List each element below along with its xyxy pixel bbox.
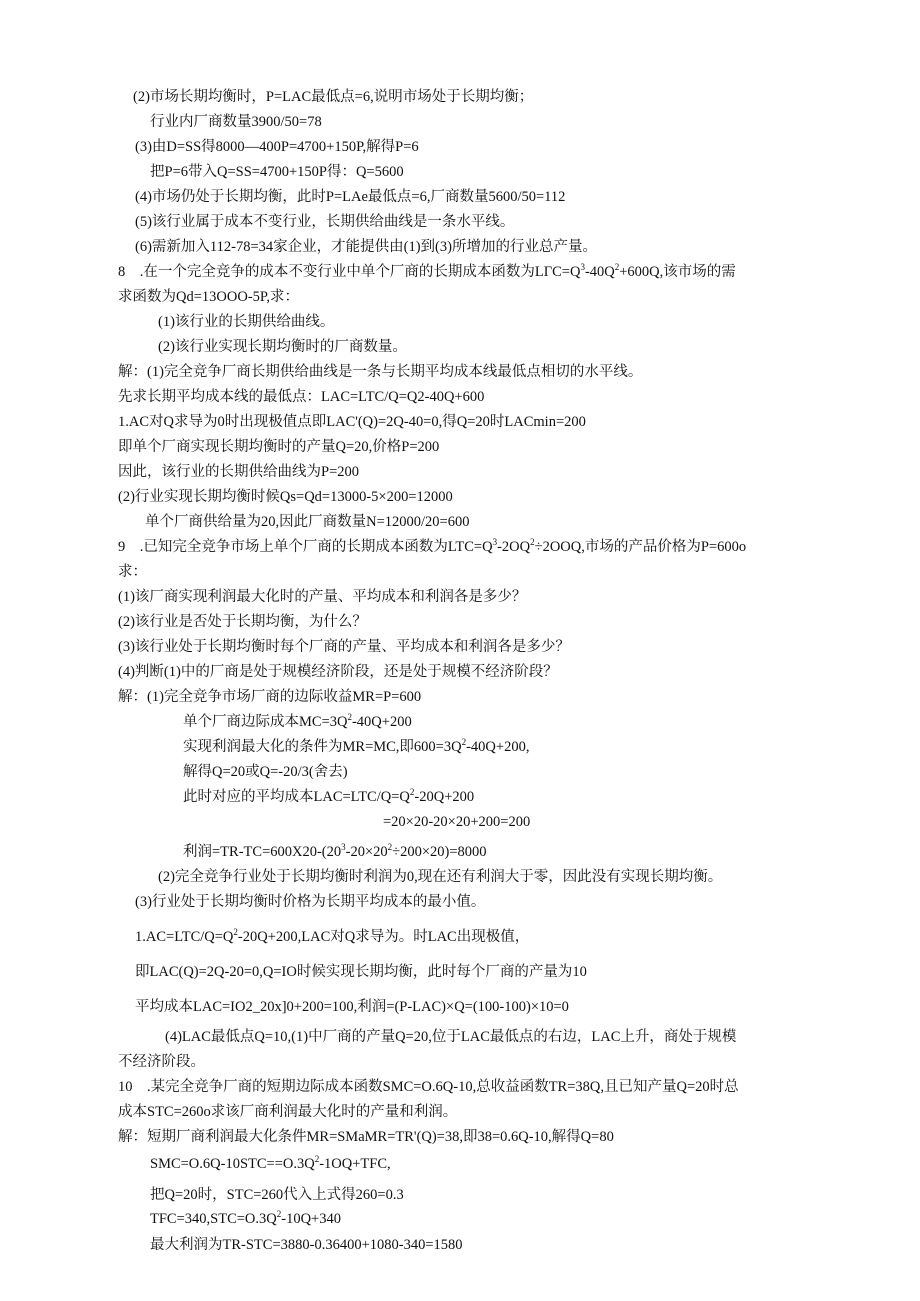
text-line: (2)该行业是否处于长期均衡，为什么？ xyxy=(118,614,367,630)
text-line: 解得Q=20或Q=-20/3(舍去) xyxy=(183,764,348,780)
text-line: (4)判断(1)中的厂商是处于规模经济阶段，还是处于规模不经济阶段？ xyxy=(118,664,558,680)
text-line: 成本STC=260o求该厂商利润最大化时的产量和利润。 xyxy=(118,1104,458,1120)
text-line: 把P=6带入Q=SS=4700+150P得：Q=5600 xyxy=(150,164,404,180)
text-line: =20×20-20×20+200=200 xyxy=(383,814,531,830)
text-line: 利润$=TR-TC=600X20-(20^3-20\times 20^2\div 200\times 20)=8000$ xyxy=(183,842,487,860)
text-line: 先求长期平均成本线的最低点：LAC=LTC/Q=Q2-40Q+600 xyxy=(118,389,485,405)
text-line: (2)市场长期均衡时，P=LAC最低点=6,说明市场处于长期均衡； xyxy=(133,89,534,105)
question-8-line: 8 .在一个完全竞争的成本不变行业中单个厂商的长期成本函数为$L\Gamma C=Q^3-40Q^2+600Q$,该市场的需 xyxy=(118,262,736,280)
text-line: (3)行业处于长期均衡时价格为长期平均成本的最小值。 xyxy=(135,894,486,910)
text-line: 即LAC(Q)=2Q-20=0,Q=IO时候实现长期均衡，此时每个厂商的产量为10 xyxy=(135,964,587,980)
text-line: 求函数为Qd=13OOO-5P,求： xyxy=(118,289,299,305)
text-line: (5)该行业属于成本不变行业，长期供给曲线是一条水平线。 xyxy=(135,214,515,230)
text-line: 把Q=20时，STC=260代入上式得260=0.3 xyxy=(150,1187,404,1203)
text-line: 最大利润为TR-STC=3880-0.36400+1080-340=1580 xyxy=(150,1237,463,1253)
text-line: (1)该行业的长期供给曲线。 xyxy=(158,314,335,330)
text-line: 单个厂商供给量为20,因此厂商数量N=12000/20=600 xyxy=(145,514,470,530)
text-line: 解：短期厂商利润最大化条件MR=SMaMR=TR'(Q)=38,即38=0.6Q-10,解得Q=80 xyxy=(118,1129,614,1145)
text-line: 行业内厂商数量3900/50=78 xyxy=(150,114,322,130)
text-line: 实现利润最大化的条件为MR=MC,即$600=3Q^2-40Q+200$, xyxy=(183,737,530,755)
text-line: $SMC=O.6Q-10STC==O.3Q^2-1OQ+TFC$, xyxy=(150,1154,391,1172)
text-line: (2)完全竞争行业处于长期均衡时利润为0,现在还有利润大于零，因此没有实现长期均衡。 xyxy=(158,869,723,885)
question-10-line: 10 .某完全竞争厂商的短期边际成本函数SMC=O.6Q-10,总收益函数TR=38Q,且已知产量Q=20时总 xyxy=(118,1079,739,1095)
text-line: (3)由D=SS得8000—400P=4700+150P,解得P=6 xyxy=(135,139,419,155)
text-line: (4)市场仍处于长期均衡，此时P=LAe最低点=6,厂商数量5600/50=112 xyxy=(135,189,566,205)
text-line: 解：(1)完全竞争市场厂商的边际收益MR=P=600 xyxy=(118,689,422,705)
text-line: 即单个厂商实现长期均衡时的产量Q=20,价格P=200 xyxy=(118,439,440,455)
text-line: 平均成本LAC=IO2_20x]0+200=100,利润=(P-LAC)×Q=(100-100)×10=0 xyxy=(135,999,569,1015)
text-line: (4)LAC最低点Q=10,(1)中厂商的产量Q=20,位于LAC最低点的右边，LAC上升，商处于规模 xyxy=(165,1029,737,1045)
question-9-line: 9 .已知完全竞争市场上单个厂商的长期成本函数为$LTC=Q^3-2OQ^2\div 2OOQ$,市场的产品价格为P=600o xyxy=(118,537,747,555)
text-line: (2)行业实现长期均衡时候Qs=Qd=13000-5×200=12000 xyxy=(118,489,453,505)
text-line: 求： xyxy=(118,564,147,580)
text-line: $1.AC=LTC/Q=Q^2-20Q+200,LAC$对Q求导为。时LAC出现极值， xyxy=(135,927,530,945)
text-line: 单个厂商边际成本$MC=3Q^2-40Q+200$ xyxy=(183,712,412,730)
text-line: 因此，该行业的长期供给曲线为P=200 xyxy=(118,464,359,480)
text-line: $TFC=340,STC=O.3Q^2-10Q+340$ xyxy=(150,1209,341,1227)
text-line: (2)该行业实现长期均衡时的厂商数量。 xyxy=(158,339,407,355)
text-line: 不经济阶段。 xyxy=(118,1054,205,1070)
text-line: (3)该行业处于长期均衡时每个厂商的产量、平均成本和利润各是多少？ xyxy=(118,639,570,655)
text-line: 解：(1)完全竞争厂商长期供给曲线是一条与长期平均成本线最低点相切的水平线。 xyxy=(118,364,643,380)
text-line: (6)需新加入112-78=34家企业，才能提供由(1)到(3)所增加的行业总产量。 xyxy=(135,239,597,255)
text-line: 1.AC对Q求导为0时出现极值点即LAC'(Q)=2Q-40=0,得Q=20时LACmin=200 xyxy=(118,414,586,430)
text-line: 此时对应的平均成本$LAC=LTC/Q=Q^2-20Q+200$ xyxy=(183,787,475,805)
text-line: (1)该厂商实现利润最大化时的产量、平均成本和利润各是多少？ xyxy=(118,589,527,605)
